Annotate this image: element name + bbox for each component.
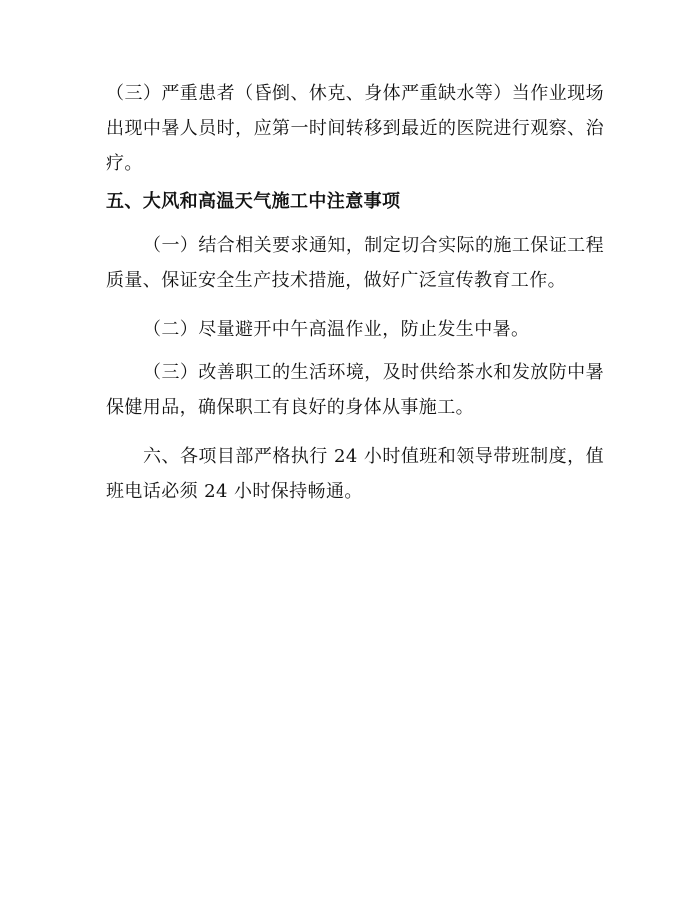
section-heading-wind-heat: 五、大风和高温天气施工中注意事项 <box>106 191 401 212</box>
paragraph-item-three: （三）改善职工的生活环境，及时供给茶水和发放防中暑保健用品，确保职工有良好的身体从事施工。 <box>106 362 604 418</box>
paragraph-severe-patients: （三）严重患者（昏倒、休克、身体严重缺水等）当作业现场出现中暑人员时，应第一时间转移到最近的医院进行观察、治疗。 <box>106 83 604 174</box>
paragraph-duty-system: 六、各项目部严格执行 24 小时值班和领导带班制度，值班电话必须 24 小时保持畅通。 <box>106 446 604 502</box>
paragraph-item-one: （一）结合相关要求通知，制定切合实际的施工保证工程质量、保证安全生产技术措施，做好广泛宣传教育工作。 <box>106 235 604 291</box>
paragraph-item-two: （二）尽量避开中午高温作业，防止发生中暑。 <box>143 319 530 340</box>
